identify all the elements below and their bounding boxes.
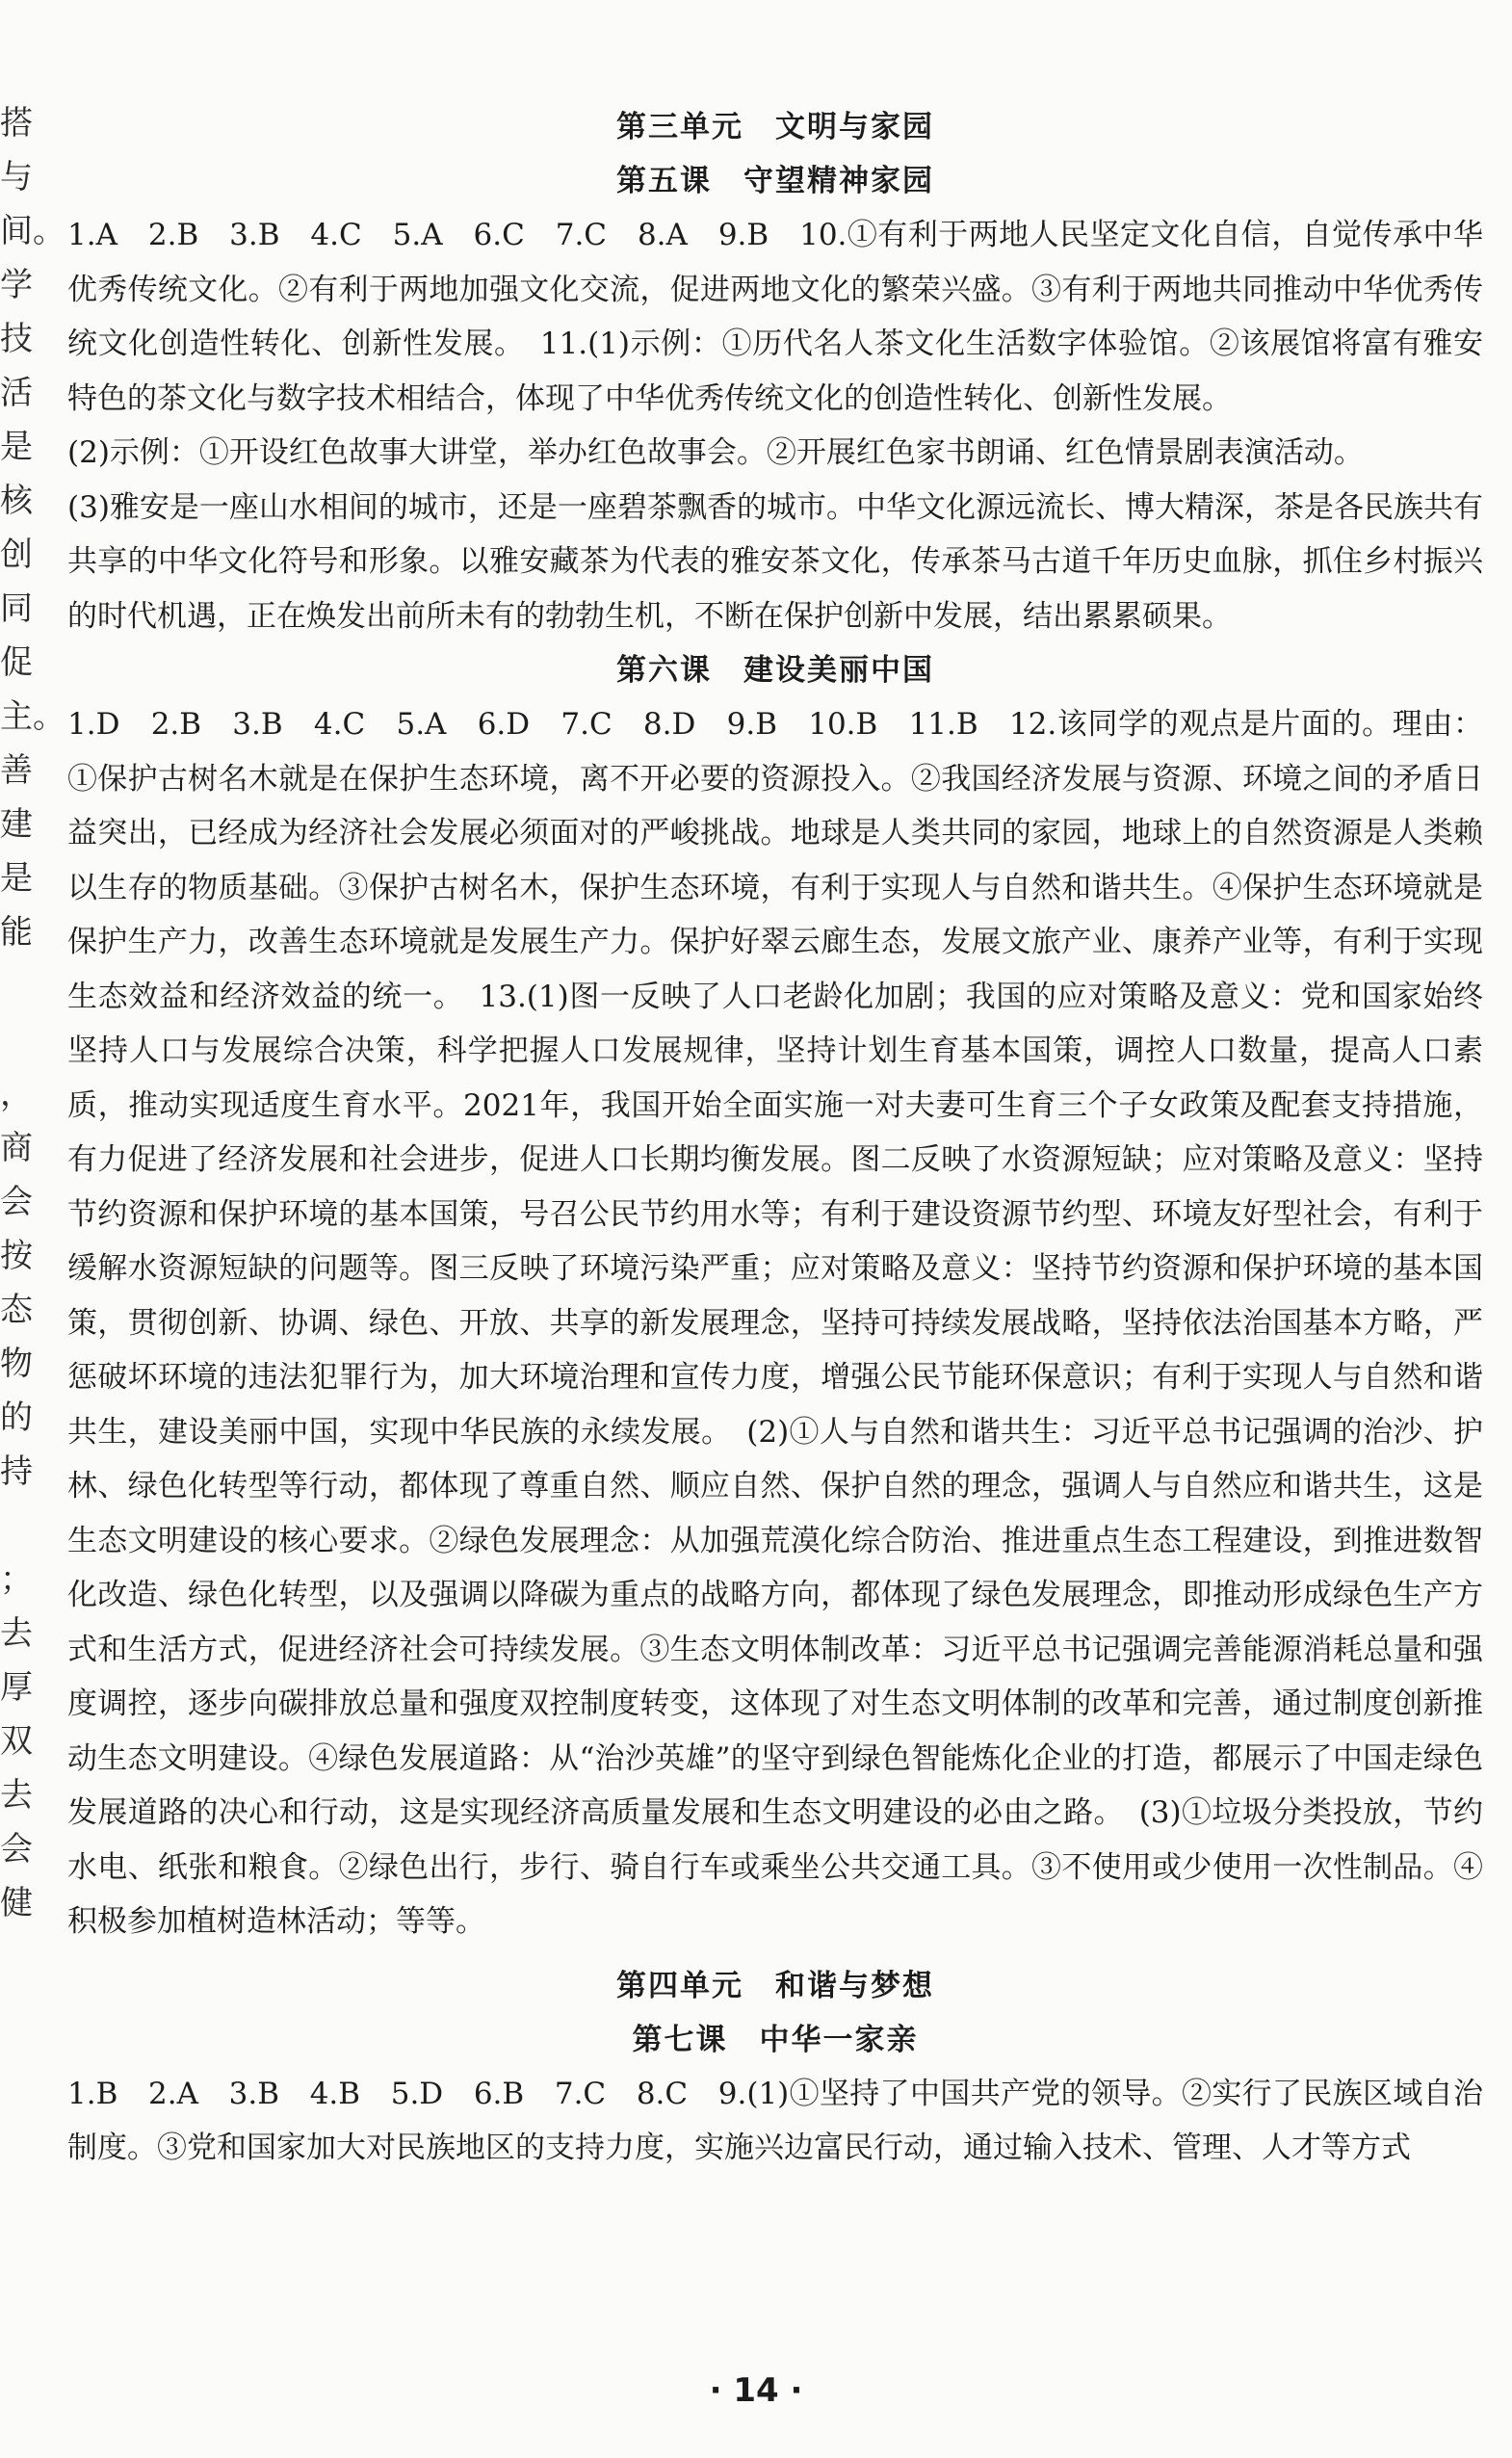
margin-fragment: 是	[0, 859, 33, 898]
answer-content	[67, 96, 1483, 2176]
margin-fragment: 持	[0, 1452, 33, 1491]
margin-fragment: 活	[0, 374, 33, 412]
margin-fragment: 间。	[0, 212, 65, 250]
lesson-5-para-1: 1.A 2.B 3.B 4.C 5.A 6.C 7.C 8.A 9.B 10.①有利于两地人民坚定文化自信，自觉传承中华优秀传统文化。②有利于两地加强文化交流，促进两地文化的繁荣兴盛。③有利于两地共同推动中华优秀传统文化创造性转化、创新性发展。 11.(1)示例：①历代名人茶文化生活数字体验馆。②该展馆将富有雅安特色的茶文化与数字技术相结合，体现了中华优秀传统文化的创造性转化、创新性发展。	[67, 218, 1483, 416]
margin-fragment	[0, 959, 23, 1013]
unit-3-title: 第三单元 文明与家园	[616, 110, 934, 144]
left-margin-fragments	[0, 96, 65, 1930]
margin-fragment: 技	[0, 320, 33, 358]
margin-fragment: 核	[0, 482, 33, 520]
lesson-7-title: 第七课 中华一家亲	[632, 2022, 919, 2057]
margin-fragment: 会	[0, 1830, 33, 1869]
margin-fragment: 创	[0, 536, 33, 574]
margin-fragment: 商	[0, 1129, 33, 1167]
lesson-5-para-2: (2)示例：①开设红色故事大讲堂，举办红色故事会。②开展红色家书朗诵、红色情景剧表演活动。	[67, 435, 1364, 470]
margin-fragment: ，	[0, 1075, 33, 1113]
page-number: · 14 ·	[709, 2371, 803, 2410]
margin-fragment: 善	[0, 751, 33, 790]
margin-fragment: 健	[0, 1884, 33, 1922]
margin-fragment: 态	[0, 1291, 33, 1329]
lesson-5-para-3: (3)雅安是一座山水相间的城市，还是一座碧茶飘香的城市。中华文化源远流长、博大精深，茶是各民族共有共享的中华文化符号和形象。以雅安藏茶为代表的雅安茶文化，传承茶马古道千年历史血脉，抓住乡村振兴的时代机遇，正在焕发出前所未有的勃勃生机，不断在保护创新中发展，结出累累硕果。	[67, 489, 1483, 634]
margin-fragment: 去	[0, 1776, 33, 1815]
lesson-5-title: 第五课 守望精神家园	[616, 164, 934, 198]
margin-fragment: 学	[0, 266, 33, 304]
margin-fragment: 是	[0, 428, 33, 466]
lesson-6-title: 第六课 建设美丽中国	[616, 653, 934, 688]
margin-fragment: 与	[0, 158, 33, 196]
margin-fragment: 厚	[0, 1668, 33, 1707]
margin-fragment: 的	[0, 1399, 33, 1437]
margin-fragment: 能	[0, 913, 33, 952]
margin-fragment: ；	[0, 1560, 33, 1599]
unit-4-title: 第四单元 和谐与梦想	[616, 1968, 934, 2003]
margin-fragment: 促	[0, 643, 33, 682]
margin-fragment: 建	[0, 805, 33, 844]
margin-fragment: 去	[0, 1614, 33, 1653]
lesson-6-para-1: 1.D 2.B 3.B 4.C 5.A 6.D 7.C 8.D 9.B 10.B 11.B 12.该同学的观点是片面的。理由：①保护古树名木就是在保护生态环境，离不开必要的资源投入。②我国经济发展与资源、环境之间的矛盾日益突出，已经成为经济社会发展必须面对的严峻挑战。地球是人类共同的家园，地球上的自然资源是人类赖以生存的物质基础。③保护古树名木，保护生态环境，有利于实现人与自然和谐共生。④保护生态环境就是保护生产力，改善生态环境就是发展生产力。保护好翠云廊生态，发展文旅产业、康养产业等，有利于实现生态效益和经济效益的统一。 13.(1)图一反映了人口老龄化加剧；我国的应对策略及意义：党和国家始终坚持人口与发展综合决策，科学把握人口发展规律，坚持计划生育基本国策，调控人口数量，提高人口素质，推动实现适度生育水平。2021年，我国开始全面实施一对夫妻可生育三个子女政策及配套支持措施，有力促进了经济发展和社会进步，促进人口长期均衡发展。图二反映了水资源短缺；应对策略及意义：坚持节约资源和保护环境的基本国策，号召公民节约用水等；有利于建设资源节约型、环境友好型社会，有利于缓解水资源短缺的问题等。图三反映了环境污染严重；应对策略及意义：坚持节约资源和保护环境的基本国策，贯彻创新、协调、绿色、开放、共享的新发展理念，坚持可持续发展战略，坚持依法治国基本方略，严惩破坏环境的违法犯罪行为，加大环境治理和宣传力度，增强公民节能环保意识；有利于实现人与自然和谐共生，建设美丽中国，实现中华民族的永续发展。 (2)①人与自然和谐共生：习近平总书记强调的治沙、护林、绿色化转型等行动，都体现了尊重自然、顺应自然、保护自然的理念，强调人与自然应和谐共生，这是生态文明建设的核心要求。②绿色发展理念：从加强荒漠化综合防治、推进重点生态工程建设，到推进数智化改造、绿色化转型，以及强调以降碳为重点的战略方向，都体现了绿色发展理念，即推动形成绿色生产方式和生活方式，促进经济社会可持续发展。③生态文明体制改革：习近平总书记强调完善能源消耗总量和强度调控，逐步向碳排放总量和强度双控制度转变，这体现了对生态文明体制的改革和完善，通过制度创新推动生态文明建设。④绿色发展道路：从“治沙英雄”的坚守到绿色智能炼化企业的打造，都展示了中国走绿色发展道路的决心和行动，这是实现经济高质量发展和生态文明建设的必由之路。 (3)①垃圾分类投放，节约水电、纸张和粮食。②绿色出行，步行、骑自行车或乘坐公共交通工具。③不使用或少使用一次性制品。④积极参加植树造林活动；等等。	[67, 707, 1483, 1939]
lesson-7-para-1: 1.B 2.A 3.B 4.B 5.D 6.B 7.C 8.C 9.(1)①坚持了中国共产党的领导。②实行了民族区域自治制度。③党和国家加大对民族地区的支持力度，实施兴边富民行动，通过输入技术、管理、人才等方式	[67, 2076, 1483, 2165]
margin-fragment: 会	[0, 1183, 33, 1221]
margin-fragment	[0, 1499, 23, 1553]
margin-fragment: 物	[0, 1345, 33, 1383]
margin-fragment: 同	[0, 589, 33, 628]
margin-fragment	[0, 1013, 23, 1067]
margin-fragment: 搭	[0, 104, 33, 143]
margin-fragment: 双	[0, 1722, 33, 1761]
margin-fragment: 按	[0, 1237, 33, 1275]
margin-fragment: 主。	[0, 697, 65, 736]
